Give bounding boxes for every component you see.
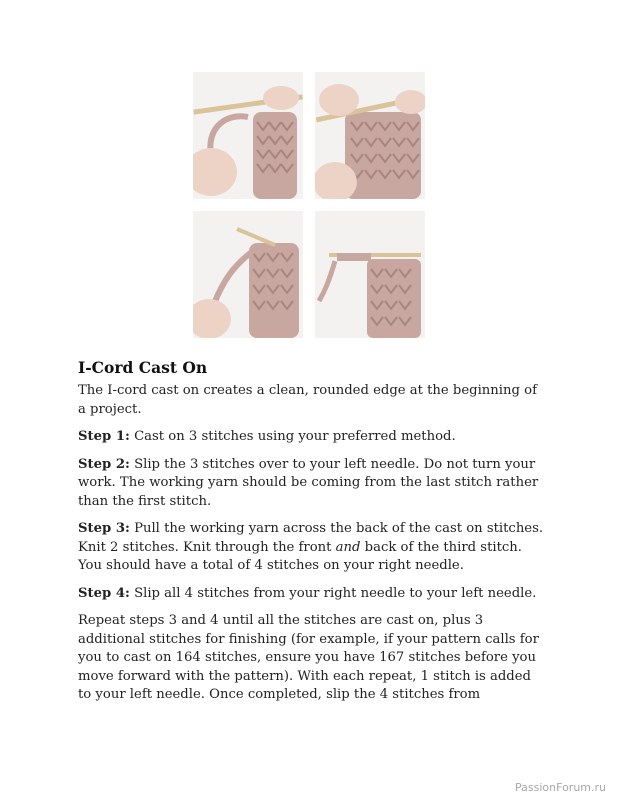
step-3 [78,520,548,576]
intro-paragraph: The I-cord cast on creates a clean, rounded edge at the beginning of a project. [78,383,537,417]
section-title: I-Cord Cast On [78,358,208,377]
knitting-photo-icon [315,211,425,338]
step-text: Cast on 3 stitches using your preferred method. [134,429,456,444]
step-emphasis: and [335,539,361,555]
step-text: back of the third stitch. You should have a total of 4 stitches on your right needle. [78,539,522,573]
step-label: Step 2: [78,456,130,472]
step-label: Step 1: [78,429,130,444]
watermark: PassionForum.ru [515,781,606,794]
knitting-photo-icon [193,72,303,199]
step-text: Slip the 3 stitches over to your left needle. Do not turn your work. The working yarn should be coming from the last stitch rather than the first stitch. [78,456,539,509]
knitting-photo-3 [193,211,303,338]
step-label: Step 4: [78,585,130,601]
step-4 [78,585,548,604]
knitting-photo-icon [193,211,303,338]
step-label: Step 3: [78,521,130,536]
knitting-photo-icon [315,72,425,199]
step-text: Pull the working yarn across the back of the cast on stitches. Knit 2 stitches. Knit through the front [78,521,544,555]
knitting-photo-2 [315,72,425,199]
step-text: Slip all 4 stitches from your right needle to your left needle. [134,585,537,601]
repeat-paragraph: Repeat steps 3 and 4 until all the stitches are cast on, plus 3 additional stitches for finishing (for example, if your pattern calls for you to cast on 164 stitches, ensure you have 167 stitches before you move forward with the pattern). With each repeat, 1 stitch is added to your left needle. Once completed, slip the 4 stitches from [78,613,539,702]
knitting-photo-1 [193,72,303,199]
knitting-photo-4 [315,211,425,338]
instructions-section [78,358,548,714]
step-2 [78,456,548,512]
step-1 [78,428,548,447]
